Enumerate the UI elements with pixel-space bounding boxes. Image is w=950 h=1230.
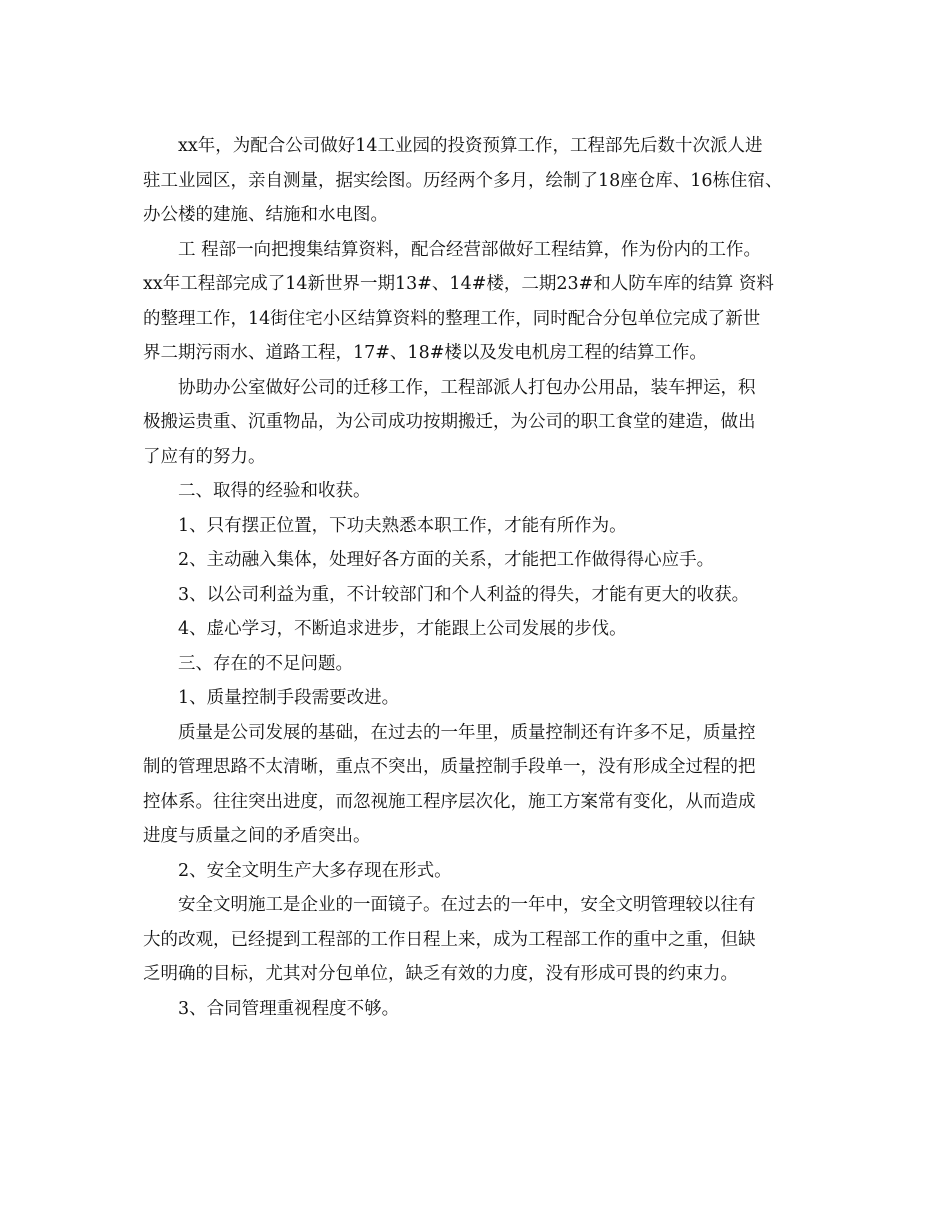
list-item-experience-4 <box>143 612 815 647</box>
text-line: 质量是公司发展的基础，在过去的一年里，质量控制还有许多不足，质量控 <box>178 722 756 743</box>
heading-text: 二、取得的经验和收获。 <box>178 481 371 501</box>
text-line: 大的改观，已经提到工程部的工作日程上来，成为工程部工作的重中之重，但缺 <box>143 929 756 950</box>
subheading-text: 1、质量控制手段需要改进。 <box>178 688 400 708</box>
text-line: 控体系。往往突出进度，而忽视施工程序层次化，施工方案常有变化，从而造成 <box>143 791 756 812</box>
text-line: 制的管理思路不太清晰，重点不突出，质量控制手段单一，没有形成全过程的把 <box>143 757 756 777</box>
paragraph-problem-2-body <box>143 888 815 992</box>
text-line: 办公楼的建施、结施和水电图。 <box>143 205 388 225</box>
subheading-problem-1 <box>143 681 815 716</box>
paragraph-office-relocation <box>143 371 815 475</box>
list-item-experience-3 <box>143 578 815 613</box>
subheading-text: 3、合同管理重视程度不够。 <box>178 998 400 1019</box>
text-line: xx年，为配合公司做好14工业园的投资预算工作，工程部先后数十次派人进 <box>178 136 763 156</box>
list-item-text: 4、虚心学习，不断追求进步，才能跟上公司发展的步伐。 <box>178 619 627 639</box>
subheading-problem-3 <box>143 992 815 1027</box>
text-line: 驻工业园区，亲自测量，据实绘图。历经两个多月，绘制了18座仓库、16栋住宿、 <box>143 170 783 191</box>
list-item-experience-2 <box>143 543 815 578</box>
text-line: 工 程部一向把搜集结算资料，配合经营部做好工程结算，作为份内的工作。 <box>178 239 762 260</box>
heading-text: 三、存在的不足问题。 <box>178 653 353 674</box>
subheading-problem-2 <box>143 854 815 889</box>
document-page <box>143 129 815 1026</box>
list-item-text: 3、以公司利益为重，不计较部门和个人利益的得失，才能有更大的收获。 <box>178 584 750 605</box>
text-line: xx年工程部完成了14新世界一期13#、14#楼，二期23#和人防车库的结算 资料 <box>143 274 774 294</box>
subheading-text: 2、安全文明生产大多存现在形式。 <box>178 860 452 881</box>
section-heading-problems <box>143 647 815 682</box>
text-line: 进度与质量之间的矛盾突出。 <box>143 826 371 846</box>
section-heading-experience <box>143 474 815 509</box>
text-line: 了应有的努力。 <box>143 446 266 467</box>
text-line: 乏明确的目标，尤其对分包单位，缺乏有效的力度，没有形成可畏的约束力。 <box>143 964 738 984</box>
list-item-text: 1、只有摆正位置，下功夫熟悉本职工作，才能有所作为。 <box>178 515 627 536</box>
paragraph-settlement-work <box>143 233 815 371</box>
list-item-text: 2、主动融入集体，处理好各方面的关系，才能把工作做得得心应手。 <box>178 550 715 570</box>
text-line: 极搬运贵重、沉重物品，为公司成功按期搬迁，为公司的职工食堂的建造，做出 <box>143 412 756 432</box>
paragraph-problem-1-body <box>143 716 815 854</box>
list-item-experience-1 <box>143 509 815 544</box>
text-line: 协助办公室做好公司的迁移工作，工程部派人打包办公用品，装车押运，积 <box>178 377 756 398</box>
text-line: 安全文明施工是企业的一面镜子。在过去的一年中，安全文明管理较以往有 <box>178 895 756 915</box>
text-line: 的整理工作，14街住宅小区结算资料的整理工作，同时配合分包单位完成了新世 <box>143 308 761 329</box>
paragraph-investment-budget <box>143 129 815 233</box>
text-line: 界二期污雨水、道路工程，17#、18#楼以及发电机房工程的结算工作。 <box>143 343 707 363</box>
